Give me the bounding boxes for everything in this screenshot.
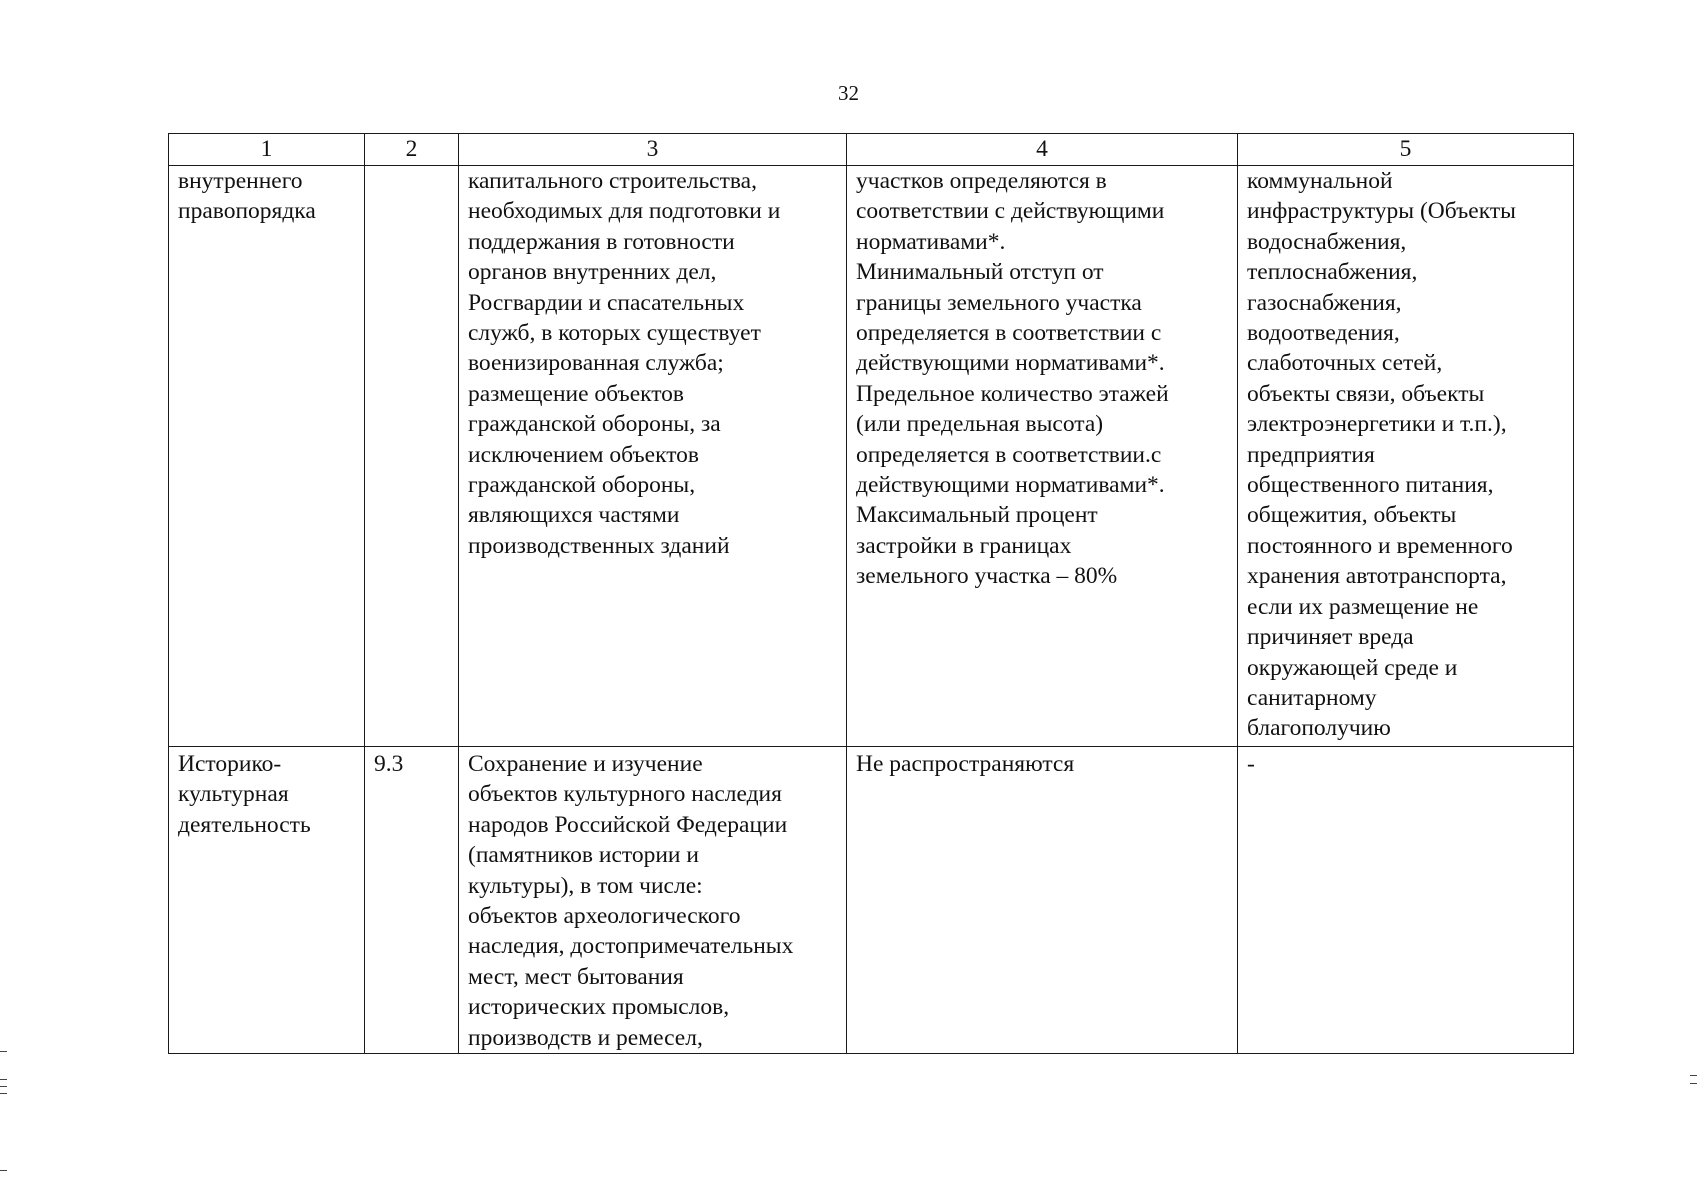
table-cell-col1 <box>169 166 365 747</box>
cell-text-line: производственных зданий <box>468 532 730 559</box>
cell-text-line: культуры), в том числе: <box>468 872 703 899</box>
cell-text-line: Предельное количество этажей <box>856 380 1169 407</box>
cell-text-line: внутреннего <box>178 168 303 194</box>
cell-text-line: причиняет вреда <box>1247 624 1414 651</box>
table-cell-col4 <box>847 166 1238 747</box>
cell-text-line: народов Российской Федерации <box>468 811 788 838</box>
table-cell-col3 <box>459 166 847 747</box>
cell-text-line: инфраструктуры (Объекты <box>1247 198 1516 225</box>
cell-text-line: общежития, объекты <box>1247 502 1457 529</box>
cell-text-line: нормативами*. <box>856 228 1006 255</box>
cell-text-line: санитарному <box>1247 684 1377 711</box>
cell-text-line: газоснабжения, <box>1247 289 1402 316</box>
table-cell-col5 <box>1238 747 1574 1054</box>
cell-text-line: производств и ремесел, <box>468 1024 703 1051</box>
table-cell-col5 <box>1238 166 1574 747</box>
column-header-5: 5 <box>1238 134 1574 166</box>
cell-text-line: объекты связи, объекты <box>1247 380 1485 407</box>
cell-text-line: участков определяются в <box>856 168 1107 194</box>
cell-text-line: водоотведения, <box>1247 320 1400 347</box>
cell-text-line: Сохранение и изучение <box>468 751 703 777</box>
cell-text-line: военизированная служба; <box>468 350 724 377</box>
cell-text-line: органов внутренних дел, <box>468 259 717 286</box>
cell-text-line: исторических промыслов, <box>468 994 730 1021</box>
scan-edge-mark <box>0 1170 7 1171</box>
cell-text-line: объектов культурного наследия <box>468 781 782 808</box>
cell-text-line: исключением объектов <box>468 441 700 468</box>
column-header-1: 1 <box>169 134 365 166</box>
cell-text-line: действующими нормативами*. <box>856 472 1165 499</box>
cell-text-line: земельного участка – 80% <box>856 563 1118 590</box>
cell-text-line: (памятников истории и <box>468 842 699 869</box>
cell-text-line: поддержания в готовности <box>468 228 735 255</box>
cell-text-line: застройки в границах <box>856 532 1072 559</box>
cell-text-line: объектов археологического <box>468 903 741 930</box>
cell-text-line: являющихся частями <box>468 502 680 529</box>
table-row <box>169 166 1574 747</box>
scan-edge-mark <box>0 1093 7 1094</box>
cell-text-line: правопорядка <box>178 198 316 225</box>
cell-text-line: 9.3 <box>374 751 404 777</box>
scan-edge-mark <box>0 1079 7 1080</box>
cell-text-line: окружающей среде и <box>1247 654 1458 681</box>
cell-text-line: культурная <box>178 781 289 808</box>
cell-text-line: границы земельного участка <box>856 289 1142 316</box>
cell-text-line: общественного питания, <box>1247 472 1494 499</box>
column-header-3: 3 <box>459 134 847 166</box>
cell-text-line: служб, в которых существует <box>468 320 761 347</box>
table-header-row <box>169 134 1574 166</box>
cell-text-line: теплоснабжения, <box>1247 259 1418 286</box>
cell-text-line: деятельность <box>178 811 311 838</box>
cell-text-line: капитального строительства, <box>468 168 757 194</box>
table-cell-col2 <box>365 166 459 747</box>
cell-text-line: Максимальный процент <box>856 502 1098 529</box>
cell-text-line: размещение объектов <box>468 380 685 407</box>
page-number: 32 <box>838 81 859 105</box>
cell-text-line: электроэнергетики и т.п.), <box>1247 411 1507 438</box>
cell-text-line: гражданской обороны, за <box>468 411 721 438</box>
table-cell-col4 <box>847 747 1238 1054</box>
cell-text-line: мест, мест бытования <box>468 963 684 990</box>
cell-text-line: наследия, достопримечательных <box>468 933 794 960</box>
cell-text-line: постоянного и временного <box>1247 532 1513 559</box>
table-row <box>169 747 1574 1054</box>
cell-text-line: Росгвардии и спасательных <box>468 289 745 316</box>
table-cell-col1 <box>169 747 365 1054</box>
scan-edge-mark <box>0 1051 7 1052</box>
cell-text-line: соответствии с действующими <box>856 198 1165 225</box>
cell-text-line: водоснабжения, <box>1247 228 1407 255</box>
cell-text-line: коммунальной <box>1247 168 1393 194</box>
cell-text-line: определяется в соответствии.с <box>856 441 1162 468</box>
cell-text-line: гражданской обороны, <box>468 472 696 499</box>
cell-text-line: Историко- <box>178 751 282 777</box>
cell-text-line: Не распространяются <box>856 751 1075 777</box>
cell-text-line: если их размещение не <box>1247 593 1479 620</box>
column-header-4: 4 <box>847 134 1238 166</box>
scan-edge-mark <box>0 1086 7 1087</box>
cell-text-line: необходимых для подготовки и <box>468 198 781 225</box>
scan-edge-mark <box>1690 1083 1697 1084</box>
cell-text-line: (или предельная высота) <box>856 411 1104 438</box>
cell-text-line: определяется в соответствии с <box>856 320 1162 347</box>
table-cell-col3 <box>459 747 847 1054</box>
cell-text-line: - <box>1247 751 1255 777</box>
cell-text-line: предприятия <box>1247 441 1375 468</box>
cell-text-line: хранения автотранспорта, <box>1247 563 1507 590</box>
zoning-table <box>168 133 1574 1054</box>
cell-text-line: Минимальный отступ от <box>856 259 1104 286</box>
scan-edge-mark <box>1690 1075 1697 1076</box>
table-cell-col2 <box>365 747 459 1054</box>
cell-text-line: слаботочных сетей, <box>1247 350 1443 377</box>
cell-text-line: благополучию <box>1247 715 1391 742</box>
cell-text-line: действующими нормативами*. <box>856 350 1165 377</box>
column-header-2: 2 <box>365 134 459 166</box>
